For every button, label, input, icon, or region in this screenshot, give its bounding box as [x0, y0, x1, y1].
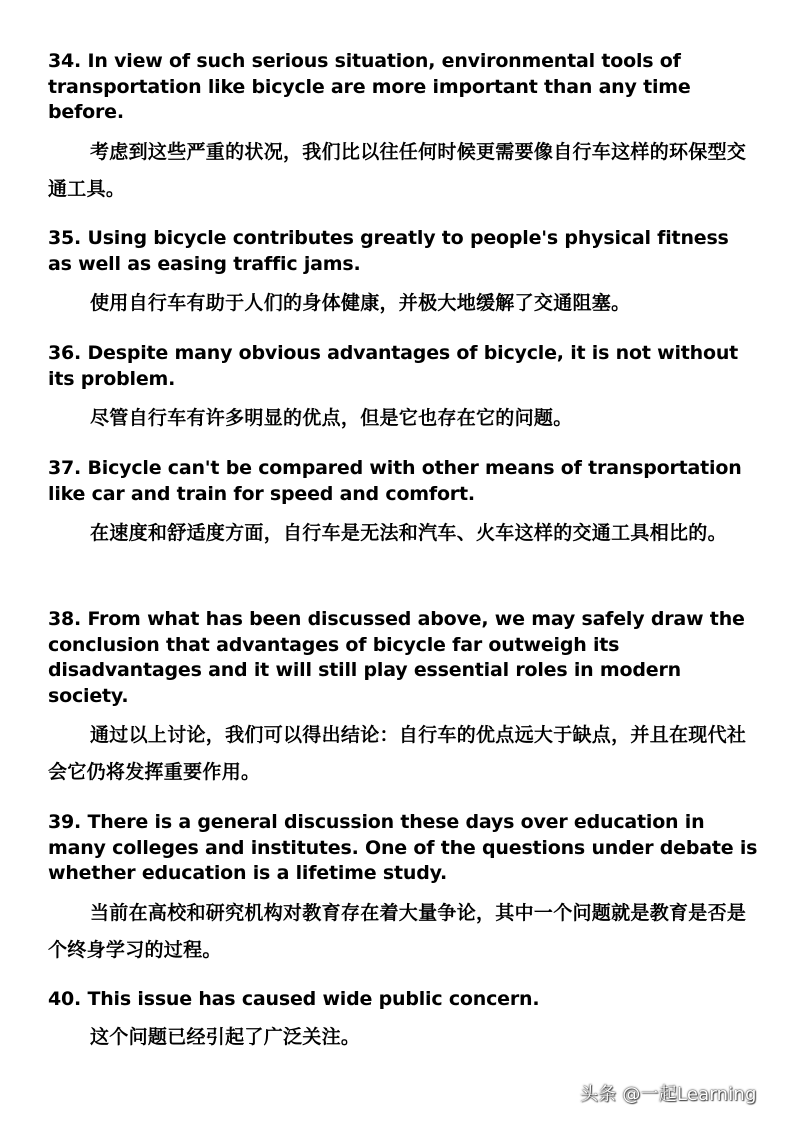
entry-34 — [48, 49, 758, 208]
chinese-translation: 使用自行车有助于人们的身体健康，并极大地缓解了交通阻塞。 — [90, 292, 631, 314]
entry-39 — [48, 810, 758, 969]
chinese-translation: 通过以上讨论，我们可以得出结论：自行车的优点远大于缺点，并且在现代社会它仍将发挥重要作用。 — [48, 724, 747, 783]
english-sentence: 37. Bicycle can't be compared with other means of transportation like car and train for speed and comfort. — [48, 457, 742, 505]
chinese-translation: 考虑到这些严重的状况，我们比以往任何时候更需要像自行车这样的环保型交通工具。 — [48, 140, 747, 200]
entry-36 — [48, 341, 758, 437]
english-sentence: 34. In view of such serious situation, environmental tools of transportation like bicycle are more important than any time before. — [48, 50, 691, 123]
entry-38 — [48, 607, 758, 791]
english-sentence: 39. There is a general discussion these days over education in many colleges and institutes. One of the questions under debate is whether education is a lifetime study. — [48, 811, 758, 884]
chinese-translation: 当前在高校和研究机构对教育存在着大量争论，其中一个问题就是教育是否是个终身学习的过程。 — [48, 901, 747, 961]
chinese-translation: 这个问题已经引起了广泛关注。 — [90, 1025, 361, 1048]
entry-35 — [48, 226, 758, 322]
english-sentence: 38. From what has been discussed above, we may safely draw the conclusion that advantages of bicycle far outweigh its disadvantages and it will still play essential roles in modern society. — [48, 608, 745, 707]
chinese-translation: 尽管自行车有许多明显的优点，但是它也存在它的问题。 — [90, 407, 573, 429]
english-sentence: 40. This issue has caused wide public concern. — [48, 988, 540, 1010]
entry-40 — [48, 987, 758, 1056]
english-sentence: 35. Using bicycle contributes greatly to people's physical fitness as well as easing traffic jams. — [48, 227, 729, 275]
english-sentence: 36. Despite many obvious advantages of bicycle, it is not without its problem. — [48, 342, 739, 390]
entry-37 — [48, 456, 758, 552]
watermark: 头条 @一起Learning — [580, 1084, 757, 1105]
chinese-translation: 在速度和舒适度方面，自行车是无法和汽车、火车这样的交通工具相比的。 — [90, 522, 727, 544]
